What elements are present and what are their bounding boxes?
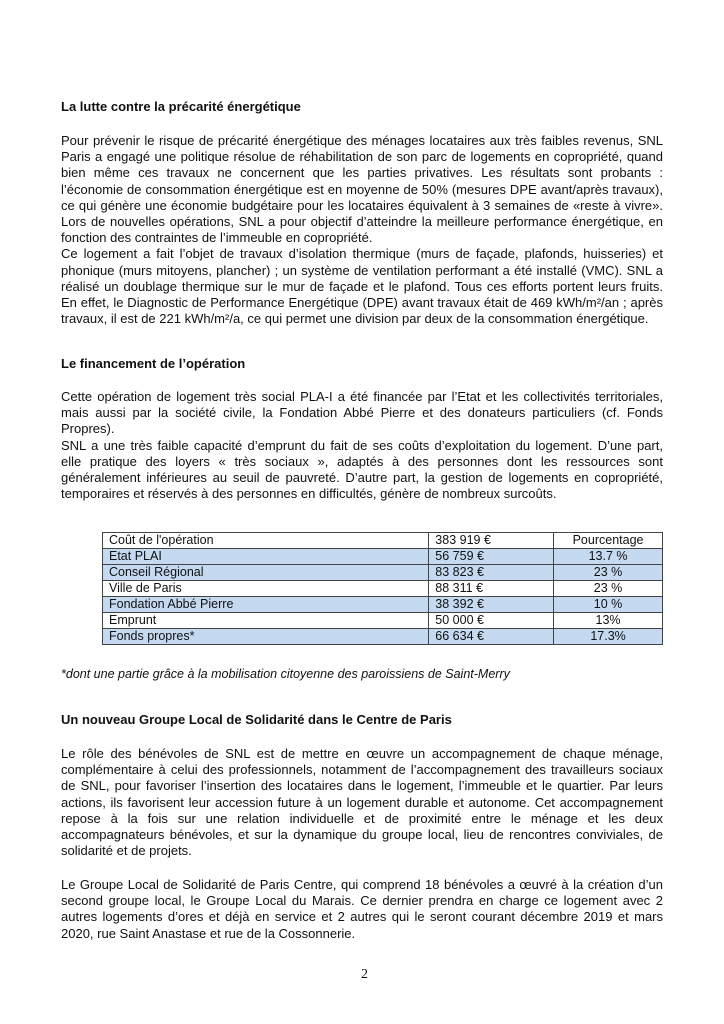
table-cell: 13.7 %	[554, 549, 663, 565]
table-row	[103, 549, 663, 565]
table-cell: Pourcentage	[554, 533, 663, 549]
table-cell: 23 %	[554, 581, 663, 597]
text-line: ce qui génère une économie budgétaire pour les locataires équivalent à 3 semaines de «reste à vivre».	[61, 197, 663, 213]
section-heading-local-group: Un nouveau Groupe Local de Solidarité dans le Centre de Paris	[61, 712, 452, 727]
text-line: fonction des contraintes de l’immeuble en copropriété.	[61, 230, 373, 246]
text-line: SNL a une très faible capacité d’emprunt du fait de ses coûts d’exploitation du logement. D’une part,	[61, 437, 663, 453]
text-line: Ce logement a fait l’objet de travaux d’isolation thermique (murs de façade, plafonds, huisseries) et	[61, 246, 663, 262]
text-line: généralement inférieures au seuil de pauvreté. D’autre part, la gestion de logements en copropriété,	[61, 470, 663, 486]
text-line: travaux, il est de 221 kWh/m²/a, ce qui permet une division par deux de la consommation énergétique.	[61, 311, 649, 327]
text-line: complémentaire à celui des professionnels, notamment de l’accompagnement des travailleurs sociaux	[61, 762, 663, 778]
table-row	[103, 565, 663, 581]
table-row	[103, 597, 663, 613]
paragraph-volunteers	[61, 746, 663, 859]
table-cell: 83 823 €	[429, 565, 554, 581]
table-cell: 13%	[554, 613, 663, 629]
text-line: phonique (murs mitoyens, plancher) ; un système de ventilation performant a été installé (VMC). SNL a	[61, 262, 663, 278]
table-cell: 23 %	[554, 565, 663, 581]
financing-table	[102, 532, 663, 645]
text-line: elle pratique des loyers « très sociaux », adaptés à des personnes dont les ressources sont	[61, 453, 663, 469]
text-line: Propres).	[61, 421, 115, 437]
text-line: l’économie de consommation énergétique est en moyenne de 50% (mesures DPE avant/après travaux),	[61, 181, 663, 197]
page-number: 2	[361, 967, 368, 982]
text-line: de SNL, pour favoriser l’insertion des locataires dans le logement, l’immeuble et le quartier. Par leurs	[61, 778, 663, 794]
table-cell: Etat PLAI	[103, 549, 429, 565]
paragraph-energy	[61, 133, 663, 327]
text-line: 2020, rue Saint Anastase et rue de la Cossonnerie.	[61, 925, 356, 941]
table-cell: 88 311 €	[429, 581, 554, 597]
table-cell: 17.3%	[554, 629, 663, 645]
text-line: réalisé un doublage thermique sur le mur de façade et le plafond. Tous ces efforts portent leurs fruits.	[61, 278, 663, 294]
table-row	[103, 581, 663, 597]
table-cell: Fondation Abbé Pierre	[103, 597, 429, 613]
text-line: Le rôle des bénévoles de SNL est de mettre en œuvre un accompagnement de chaque ménage,	[61, 746, 663, 761]
table-cell: Conseil Régional	[103, 565, 429, 581]
table-cell: 66 634 €	[429, 629, 554, 645]
text-line: Lors de nouvelles opérations, SNL a pour objectif d’atteindre la meilleure performance énergétique, en	[61, 214, 663, 230]
table-cell: 10 %	[554, 597, 663, 613]
text-line: autres logements d’ores et déjà en service et 2 autres qui le seront courant décembre 2019 et mars	[61, 909, 663, 925]
table-cell: Ville de Paris	[103, 581, 429, 597]
text-line: Le Groupe Local de Solidarité de Paris Centre, qui comprend 18 bénévoles a œuvré à la création d’un	[61, 877, 663, 892]
table-row	[103, 629, 663, 645]
text-line: temporaires et réservés à des personnes en difficultés, génère de nombreux surcoûts.	[61, 486, 557, 502]
text-line: bien même ces travaux ne concernent que les parties privatives. Les résultats sont probants :	[61, 165, 663, 181]
text-line: solidarité et de projets.	[61, 843, 192, 859]
text-line: Paris a engagé une politique résolue de réhabilitation de son parc de logements en copropriété, quand	[61, 149, 663, 165]
table-row	[103, 613, 663, 629]
table-header-row	[103, 533, 663, 549]
paragraph-financing	[61, 389, 663, 502]
paragraph-paris-centre	[61, 877, 663, 942]
table-cell: Coût de l'opération	[103, 533, 429, 549]
text-line: Pour prévenir le risque de précarité énergétique des ménages locataires aux très faibles revenus, SNL	[61, 133, 663, 148]
table-footnote: *dont une partie grâce à la mobilisation citoyenne des paroissiens de Saint-Merry	[61, 667, 510, 681]
table-cell: Fonds propres*	[103, 629, 429, 645]
section-heading-financing: Le financement de l’opération	[61, 356, 246, 371]
text-line: accompagnateurs bénévoles, et sur la dynamique du groupe local, lieu de rencontres conviviales, de	[61, 827, 663, 843]
table-cell: 38 392 €	[429, 597, 554, 613]
text-line: actions, ils favorisent leur accession future à un logement durable et autonome. Cet accompagnement	[61, 794, 663, 810]
text-line: mais aussi par la société civile, la Fondation Abbé Pierre et des donateurs particuliers (cf. Fonds	[61, 405, 663, 421]
table-cell: 56 759 €	[429, 549, 554, 565]
section-heading-energy: La lutte contre la précarité énergétique	[61, 99, 301, 114]
text-line: En effet, le Diagnostic de Performance Energétique (DPE) avant travaux était de 469 kWh/m²/an ; après	[61, 295, 663, 311]
table-cell: Emprunt	[103, 613, 429, 629]
table-cell: 50 000 €	[429, 613, 554, 629]
text-line: repose à la fois sur une relation individuelle et de proximité entre le ménage et les deux	[61, 810, 663, 826]
text-line: second groupe local, le Groupe Local du Marais. Ce dernier prendra en charge ce logement avec 2	[61, 893, 663, 909]
text-line: Cette opération de logement très social PLA-I a été financée par l’Etat et les collectivités territoriales,	[61, 389, 663, 404]
table-cell: 383 919 €	[429, 533, 554, 549]
